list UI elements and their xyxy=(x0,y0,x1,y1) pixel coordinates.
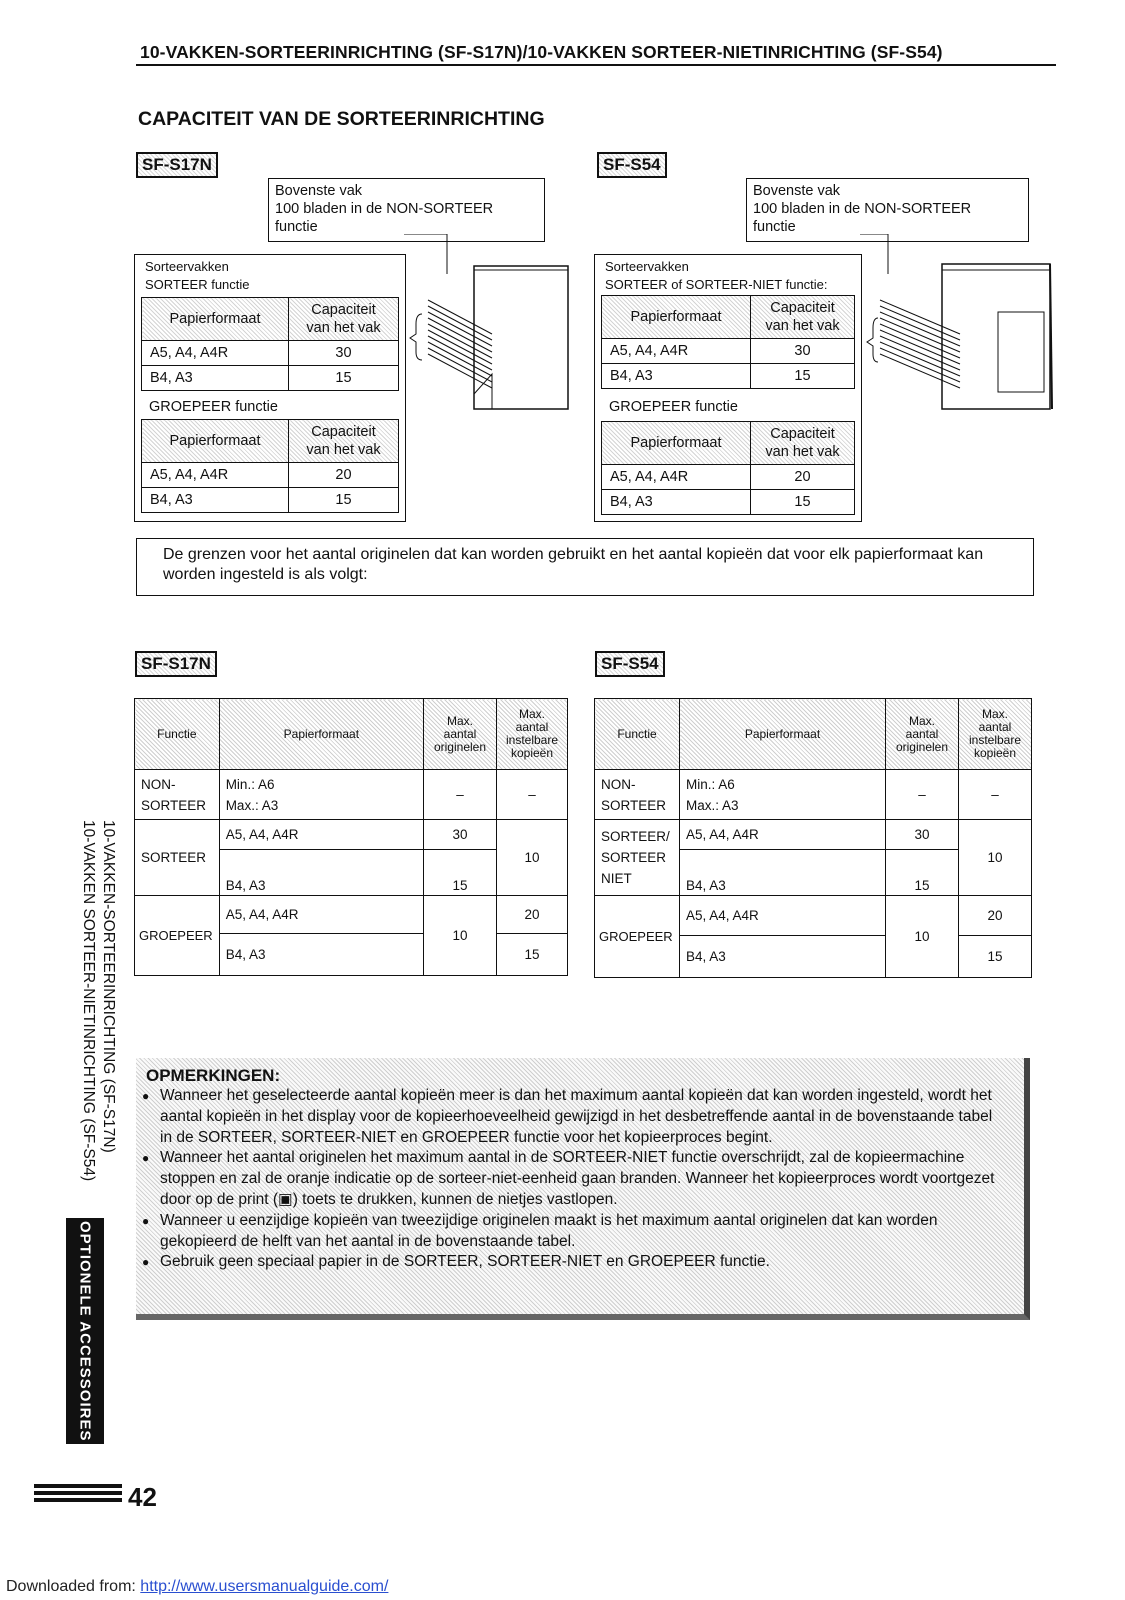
caption-group-function: GROEPEER functie xyxy=(149,399,278,415)
table-row: NON- SORTEER Min.: A6 Max.: A3 – – xyxy=(135,770,568,820)
side-chapter-tab: OPTIONELE ACCESSOIRES xyxy=(66,1218,104,1444)
limits-table-left xyxy=(134,698,568,976)
table-row: A5, A4, A4R 20 xyxy=(142,463,399,488)
list-item: ● Wanneer het aantal originelen het maximum aantal in de SORTEER-NIET functie overschrijdt, zal de kopieermachine stoppen en zal de oranje indicatie op de sorteer-niet-eenheid gaan branden. Wanneer het kopieerproces wordt voortgezet door op de print (▣) toets te drukken, kunnen de nietjes vastlopen. xyxy=(142,1148,1008,1210)
remarks-title: OPMERKINGEN: xyxy=(146,1066,281,1085)
section-title: CAPACITEIT VAN DE SORTEERINRICHTING xyxy=(138,108,545,130)
capacity-box-left xyxy=(134,254,406,522)
table-row: A5, A4, A4R 30 xyxy=(142,341,399,366)
top-tray-line: 100 bladen in de NON-SORTEER xyxy=(275,201,494,217)
table-row: NON- SORTEER Min.: A6 Max.: A3 – – xyxy=(595,770,1032,820)
caption-sort-function: SORTEER of SORTEER-NIET functie: xyxy=(605,277,828,292)
group-capacity-table-left xyxy=(141,419,399,513)
header-paper-size: Papierformaat xyxy=(142,420,289,463)
top-tray-box-left xyxy=(268,178,545,242)
sort-capacity-table-right xyxy=(601,295,855,389)
header-paper-size: Papierformaat xyxy=(602,296,751,339)
top-tray-line: functie xyxy=(753,219,796,235)
header-rule xyxy=(136,64,1056,66)
page-number-bars xyxy=(34,1484,122,1505)
caption-sort-function: SORTEER functie xyxy=(145,277,250,292)
caption-group-function: GROEPEER functie xyxy=(609,399,738,415)
side-running-title: 10-VAKKEN-SORTEERINRICHTING (SF-S17N) 10-VAKKEN SORTEER-NIETINRICHTING (SF-S54) xyxy=(80,820,117,1182)
list-item: ● Wanneer u eenzijdige kopieën van tweezijdige originelen maakt is het maximum aantal originelen dat kan worden gekopieerd de helft van het aantal in de bovenstaande tabel. xyxy=(142,1211,1008,1253)
header-capacity: Capaciteit van het vak xyxy=(751,422,855,465)
limits-note-box xyxy=(136,538,1034,596)
table-row: B4, A3 15 xyxy=(602,490,855,515)
table-row: SORTEER A5, A4, A4R 30 10 xyxy=(135,820,568,850)
footer-link[interactable]: http://www.usersmanualguide.com/ xyxy=(140,1578,389,1595)
sort-capacity-table-left xyxy=(141,297,399,391)
remarks-box xyxy=(136,1058,1030,1320)
table-row: A5, A4, A4R 30 xyxy=(602,339,855,364)
model-tag-sf-s54: SF-S54 xyxy=(597,152,667,178)
header-capacity: Capaciteit van het vak xyxy=(289,298,399,341)
model-tag-sf-s17n: SF-S17N xyxy=(136,152,218,178)
caption-sort-trays: Sorteervakken xyxy=(145,259,229,274)
table-header-row: Functie Papierformaat Max. aantal originelen Max. aantal instelbare kopieën xyxy=(135,699,568,770)
header-paper-size: Papierformaat xyxy=(602,422,751,465)
model-tag-sf-s17n-limits: SF-S17N xyxy=(135,651,217,677)
header-capacity: Capaciteit van het vak xyxy=(289,420,399,463)
page-header-title: 10-VAKKEN-SORTEERINRICHTING (SF-S17N)/10-VAKKEN SORTEER-NIETINRICHTING (SF-S54) xyxy=(140,42,943,62)
header-capacity: Capaciteit van het vak xyxy=(751,296,855,339)
limits-note-text: De grenzen voor het aantal originelen dat kan worden gebruikt en het aantal kopieën dat voor elk papierformaat kan worden ingesteld is als volgt: xyxy=(163,546,984,583)
header-paper-size: Papierformaat xyxy=(142,298,289,341)
sorter-illustration-left xyxy=(404,234,574,414)
top-tray-line: Bovenste vak xyxy=(275,183,363,199)
model-tag-sf-s54-limits: SF-S54 xyxy=(595,651,665,677)
table-row: B4, A3 15 xyxy=(602,364,855,389)
table-row: B4, A3 15 xyxy=(142,366,399,391)
top-tray-box-right xyxy=(746,178,1029,242)
group-capacity-table-right xyxy=(601,421,855,515)
table-header-row: Functie Papierformaat Max. aantal originelen Max. aantal instelbare kopieën xyxy=(595,699,1032,770)
table-row: GROEPEER A5, A4, A4R 10 20 xyxy=(595,896,1032,936)
table-row: B4, A3 15 xyxy=(135,934,568,976)
top-tray-line: functie xyxy=(275,219,318,235)
table-row: B4, A3 15 xyxy=(142,488,399,513)
caption-sort-trays: Sorteervakken xyxy=(605,259,689,274)
list-item: ● Wanneer het geselecteerde aantal kopieën meer is dan het maximum aantal kopieën dat kan worden ingesteld, wordt het aantal kopieën in het display voor de kopieerhoeveelheid gewijzigd in het desbetreffende aantal in de bovenstaande tabel in de SORTEER, SORTEER-NIET en GROEPEER functie voor het kopieerproces begint. xyxy=(142,1086,1008,1148)
table-row: B4, A3 15 xyxy=(595,850,1032,896)
limits-table-right xyxy=(594,698,1032,978)
table-row: SORTEER/ SORTEER NIET A5, A4, A4R 30 10 xyxy=(595,820,1032,850)
capacity-box-right xyxy=(594,254,862,522)
sorter-staple-illustration-right xyxy=(860,234,1060,414)
table-row: A5, A4, A4R 20 xyxy=(602,465,855,490)
table-row: B4, A3 15 xyxy=(595,936,1032,978)
footer-prefix: Downloaded from: xyxy=(6,1578,141,1595)
download-footer xyxy=(6,1578,388,1596)
remarks-list xyxy=(142,1086,1008,1273)
top-tray-line: 100 bladen in de NON-SORTEER xyxy=(753,201,972,217)
table-row: B4, A3 15 xyxy=(135,850,568,896)
top-tray-line: Bovenste vak xyxy=(753,183,841,199)
list-item: ● Gebruik geen speciaal papier in de SORTEER, SORTEER-NIET en GROEPEER functie. xyxy=(142,1252,1008,1273)
page-number: 42 xyxy=(128,1482,157,1512)
table-row: GROEPEER A5, A4, A4R 10 20 xyxy=(135,896,568,934)
